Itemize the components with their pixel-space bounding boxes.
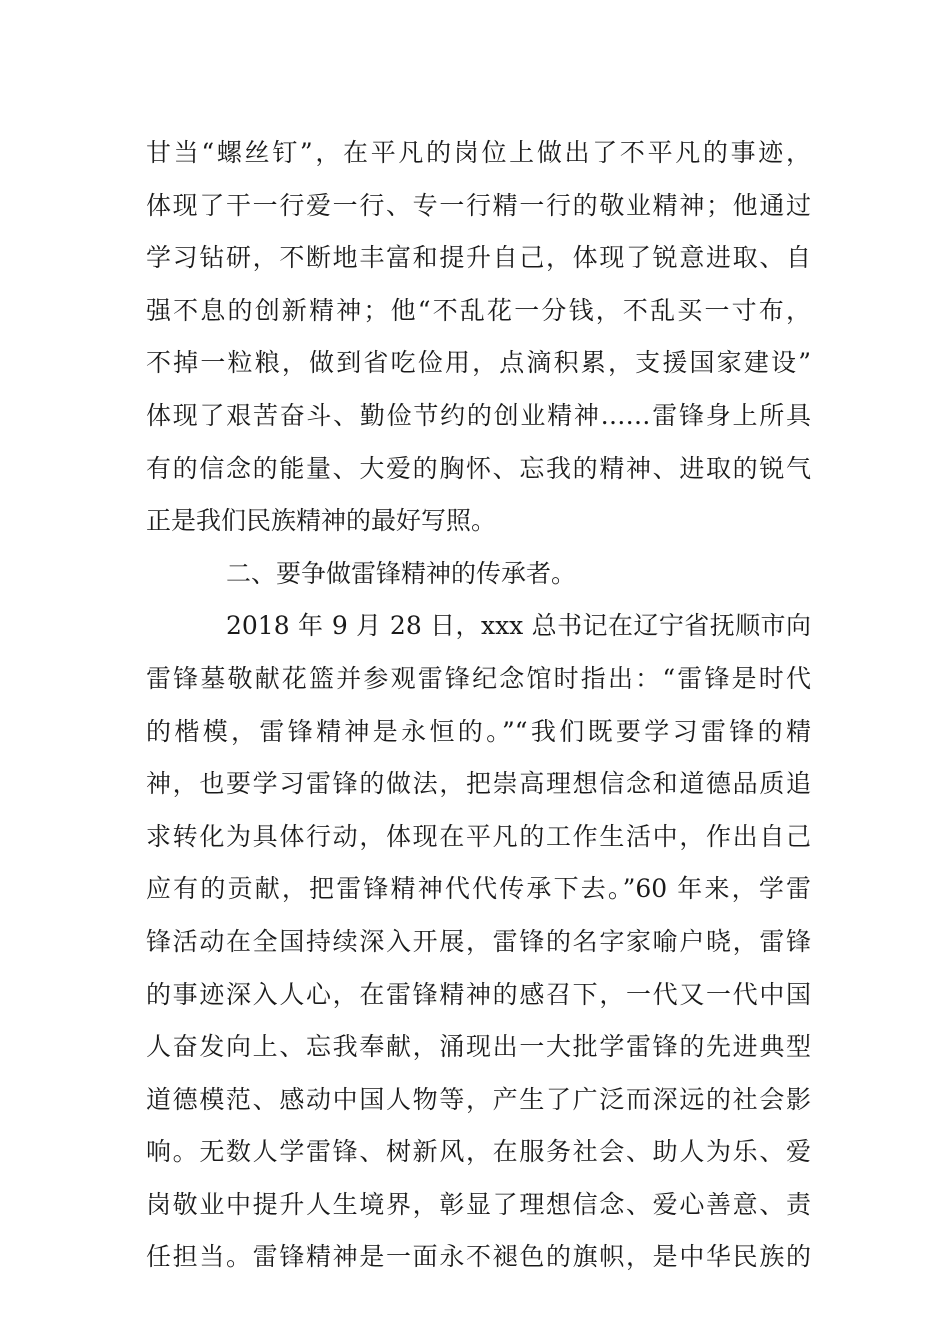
document-body [146,127,811,1284]
text-line: 求转化为具体行动，体现在平凡的工作生活中，作出自己 [146,821,811,851]
text-line: 甘当“螺丝钉”，在平凡的岗位上做出了不平凡的事迹， [146,138,811,167]
text-line: 体现了干一行爱一行、专一行精一行的敬业精神；他通过 [146,190,811,220]
text-line: 应有的贡献，把雷锋精神代代传承下去。”60 年来，学雷 [146,874,811,904]
text-line: 任担当。雷锋精神是一面永不褪色的旗帜，是中华民族的 [146,1242,811,1272]
section-heading: 二、要争做雷锋精神的传承者。 [226,558,577,588]
text-line: 道德模范、感动中国人物等，产生了广泛而深远的社会影 [146,1084,811,1114]
paragraph-first-line: 2018 年 9 月 28 日，xxx 总书记在辽宁省抚顺市向 [226,611,811,641]
text-line: 有的信念的能量、大爱的胸怀、忘我的精神、进取的锐气 [146,453,811,483]
text-line: 强不息的创新精神；他“不乱花一分钱，不乱买一寸布， [146,295,811,325]
text-line: 不掉一粒粮，做到省吃俭用，点滴积累，支援国家建设” [146,348,811,378]
text-line: 锋活动在全国持续深入开展，雷锋的名字家喻户晓，雷锋 [146,926,811,956]
text-line: 岗敬业中提升人生境界，彰显了理想信念、爱心善意、责 [146,1189,811,1219]
text-line: 人奋发向上、忘我奉献，涌现出一大批学雷锋的先进典型 [146,1032,811,1062]
text-line: 体现了艰苦奋斗、勤俭节约的创业精神……雷锋身上所具 [146,400,811,430]
text-line: 学习钻研，不断地丰富和提升自己，体现了锐意进取、自 [146,243,811,273]
text-line: 响。无数人学雷锋、树新风，在服务社会、助人为乐、爱 [146,1137,811,1167]
text-line: 的事迹深入人心，在雷锋精神的感召下，一代又一代中国 [146,979,811,1009]
text-line: 雷锋墓敬献花篮并参观雷锋纪念馆时指出：“雷锋是时代 [146,663,811,693]
paragraph-last-line: 正是我们民族精神的最好写照。 [146,506,497,536]
text-line: 的楷模，雷锋精神是永恒的。”“我们既要学习雷锋的精 [146,716,811,746]
text-line: 神，也要学习雷锋的做法，把崇高理想信念和道德品质追 [146,769,811,799]
